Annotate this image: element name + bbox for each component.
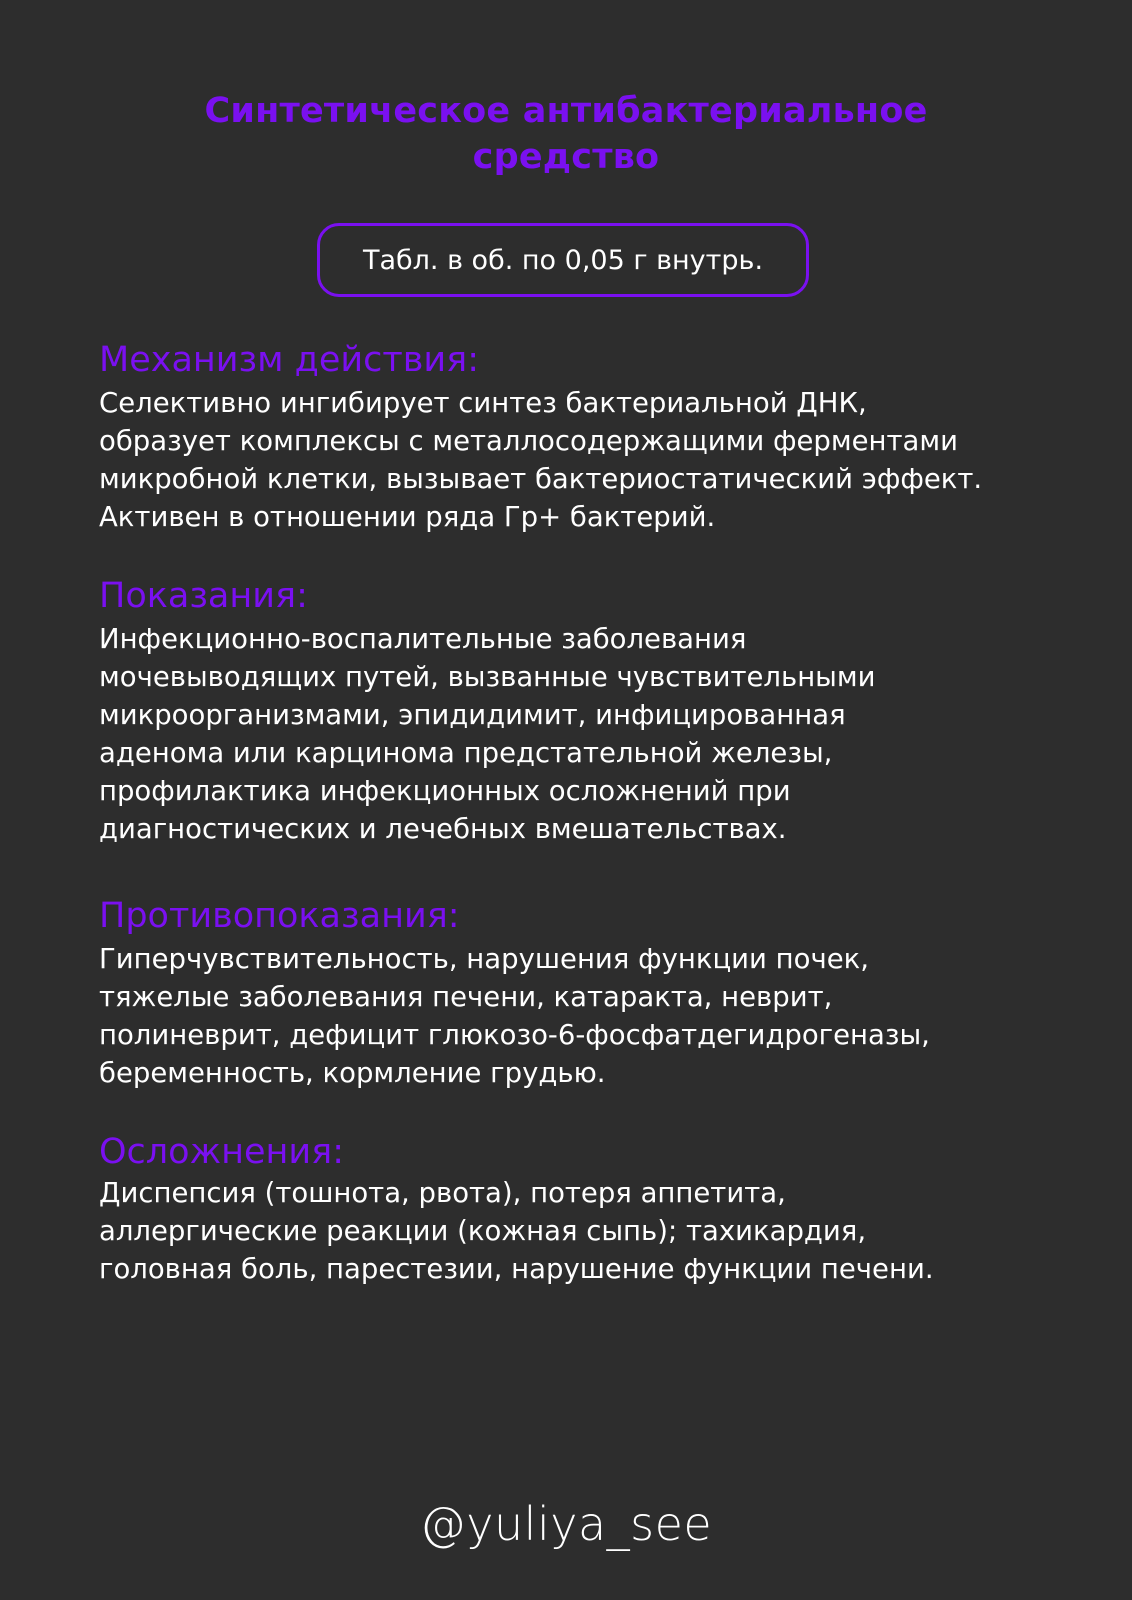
- author-handle: @yuliya_see: [419, 1497, 713, 1551]
- section-indications: [99, 576, 1059, 848]
- page-title: Синтетическое антибактериальное средство: [204, 91, 928, 177]
- section-text-complications: Диспепсия (тошнота, рвота), потеря аппетита, аллергические реакции (кожная сыпь); тахикардия, головная боль, парестезии, нарушение функции печени.: [99, 1177, 934, 1285]
- section-complications: [99, 1132, 1059, 1288]
- section-heading-complications: Осложнения:: [99, 1132, 344, 1172]
- dose-badge: [317, 223, 809, 297]
- section-heading-mechanism: Механизм действия:: [99, 340, 479, 380]
- section-text-contraindications: Гиперчувствительность, нарушения функции почек, тяжелые заболевания печени, катаракта, неврит, полиневрит, дефицит глюкозо-6-фосфатдегидрогеназы, беременность, кормление грудью.: [99, 943, 930, 1089]
- section-text-mechanism: Селективно ингибирует синтез бактериальной ДНК, образует комплексы с металлосодержащими ферментами микробной клетки, вызывает бактериостатический эффект. Активен в отношении ряда Гр+ бактерий.: [99, 387, 983, 533]
- section-heading-indications: Показания:: [99, 576, 308, 616]
- section-mechanism: [99, 340, 1059, 536]
- section-contraindications: [99, 896, 1059, 1092]
- dose-text: Табл. в об. по 0,05 г внутрь.: [362, 244, 764, 276]
- section-text-indications: Инфекционно-воспалительные заболевания мочевыводящих путей, вызванные чувствительными микроорганизмами, эпидидимит, инфицированная аденома или карцинома предстательной железы, профилактика инфекционных осложнений при диагностических и лечебных вмешательствах.: [99, 623, 876, 845]
- section-heading-contraindications: Противопоказания:: [99, 896, 460, 936]
